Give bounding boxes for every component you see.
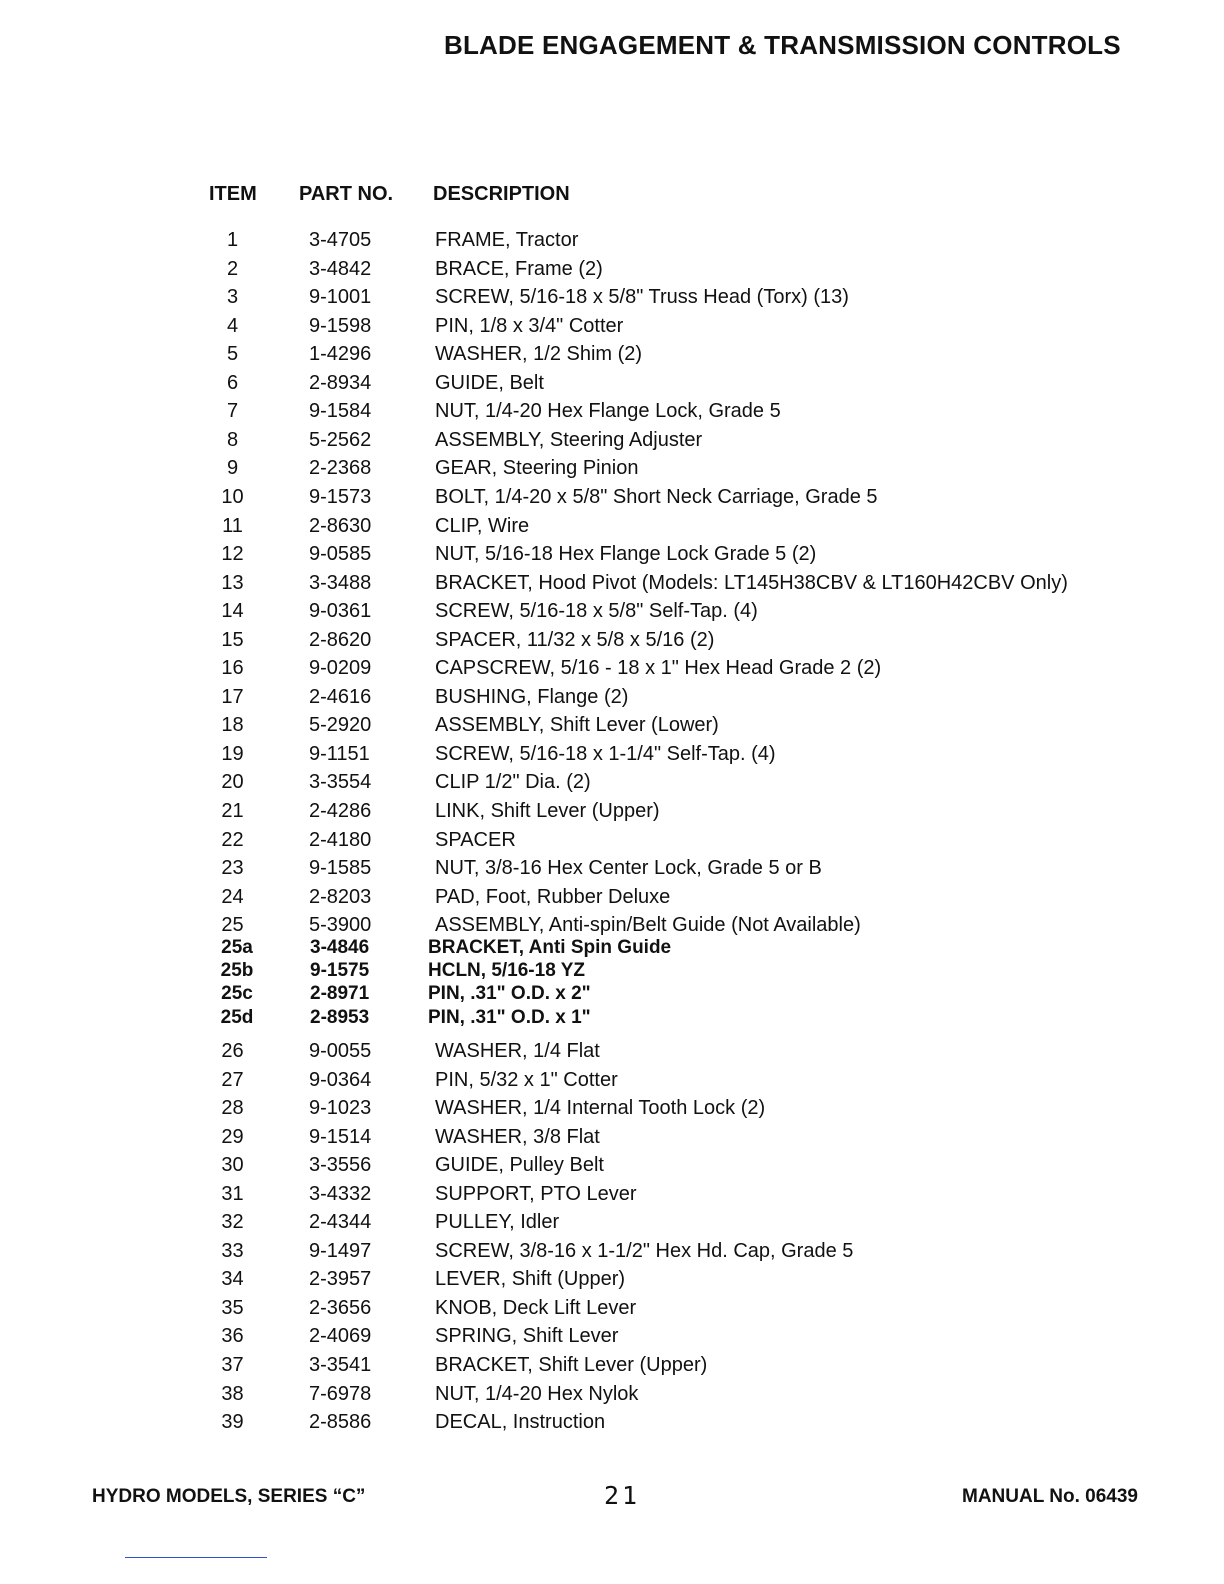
item-number: 24 (221, 885, 244, 908)
item-number: 30 (221, 1154, 244, 1177)
parts-row (0, 1208, 1224, 1236)
item-number: 20 (221, 771, 244, 794)
part-number: 9-0055 (309, 1039, 372, 1062)
column-header-part-no: PART NO. (299, 183, 394, 205)
parts-subrow (0, 982, 1224, 1005)
part-number: 2-4616 (309, 685, 372, 708)
item-number: 9 (226, 457, 239, 480)
parts-row (0, 1322, 1224, 1350)
part-number: 2-8971 (310, 983, 370, 1005)
part-number: 3-4846 (310, 936, 370, 958)
item-number: 14 (221, 600, 244, 623)
parts-row (0, 854, 1224, 882)
page-number: 21 (604, 1481, 641, 1510)
parts-row (0, 1351, 1224, 1379)
item-number: 19 (221, 742, 244, 765)
part-description: CLIP, Wire (435, 514, 530, 537)
part-description: NUT, 1/4-20 Hex Nylok (435, 1382, 639, 1405)
part-number: 2-4286 (309, 800, 372, 822)
part-number: 2-8630 (309, 514, 372, 537)
parts-row (0, 626, 1224, 654)
part-number: 2-3957 (309, 1268, 372, 1291)
part-description: ASSEMBLY, Anti-spin/Belt Guide (Not Available) (435, 914, 861, 937)
part-description: GUIDE, Pulley Belt (435, 1154, 604, 1177)
parts-subrow (0, 1006, 1224, 1029)
parts-row (0, 711, 1224, 739)
item-number: 23 (221, 857, 244, 880)
part-number: 9-0585 (309, 543, 372, 566)
part-description: SCREW, 5/16-18 x 1-1/4" Self-Tap. (4) (435, 742, 776, 765)
part-number: 9-1575 (310, 960, 370, 982)
part-number: 9-0361 (309, 600, 372, 623)
part-description: SCREW, 5/16-18 x 5/8" Self-Tap. (4) (435, 600, 758, 623)
part-description: BRACKET, Hood Pivot (Models: LT145H38CBV & LT160H42CBV Only) (435, 571, 1068, 594)
parts-row (0, 283, 1224, 311)
item-number: 7 (226, 400, 239, 423)
part-description: NUT, 1/4-20 Hex Flange Lock, Grade 5 (435, 400, 781, 423)
item-number: 22 (221, 828, 244, 851)
parts-row (0, 826, 1224, 854)
parts-row (0, 1037, 1224, 1065)
footer-model-series: HYDRO MODELS, SERIES “C” (92, 1486, 366, 1507)
part-number: 9-1598 (309, 314, 372, 337)
parts-row (0, 454, 1224, 482)
parts-row (0, 340, 1224, 368)
item-number: 38 (221, 1382, 244, 1405)
part-number: 3-3554 (309, 771, 372, 794)
part-description: PIN, .31" O.D. x 1" (428, 1006, 591, 1028)
part-number: 2-4180 (309, 828, 372, 851)
part-description: PIN, .31" O.D. x 2" (428, 983, 591, 1005)
item-number: 37 (221, 1354, 244, 1376)
part-description: FRAME, Tractor (435, 229, 579, 251)
parts-row (0, 768, 1224, 796)
parts-row (0, 683, 1224, 711)
part-description: LEVER, Shift (Upper) (435, 1268, 626, 1291)
parts-row (0, 512, 1224, 540)
part-number: 3-3541 (309, 1354, 372, 1376)
part-description: NUT, 5/16-18 Hex Flange Lock Grade 5 (2) (435, 543, 817, 566)
part-number: 2-4069 (309, 1325, 372, 1348)
parts-row (0, 426, 1224, 454)
parts-row (0, 226, 1224, 254)
part-number: 9-1497 (309, 1239, 372, 1262)
parts-row (0, 1265, 1224, 1293)
part-description: WASHER, 3/8 Flat (435, 1125, 600, 1148)
parts-row (0, 255, 1224, 283)
parts-row (0, 1123, 1224, 1151)
parts-subrow (0, 936, 1224, 959)
item-number: 26 (221, 1039, 244, 1062)
part-description: CAPSCREW, 5/16 - 18 x 1" Hex Head Grade 2 (2) (435, 657, 882, 680)
part-description: NUT, 3/8-16 Hex Center Lock, Grade 5 or B (435, 857, 822, 880)
bottom-rule (125, 1557, 267, 1558)
parts-row (0, 483, 1224, 511)
parts-row (0, 369, 1224, 397)
item-number: 2 (226, 257, 239, 280)
part-description: SCREW, 5/16-18 x 5/8" Truss Head (Torx) (13) (435, 286, 849, 309)
parts-row (0, 740, 1224, 768)
item-number: 11 (222, 514, 243, 537)
part-number: 9-1023 (309, 1097, 372, 1120)
part-description: LINK, Shift Lever (Upper) (435, 800, 660, 822)
item-number: 34 (221, 1268, 244, 1291)
parts-row (0, 597, 1224, 625)
part-number: 1-4296 (309, 343, 372, 366)
column-header-description: DESCRIPTION (433, 183, 570, 205)
item-number: 29 (221, 1125, 244, 1148)
item-number: 12 (221, 543, 244, 566)
part-number: 2-8953 (310, 1006, 370, 1028)
part-number: 2-8934 (309, 371, 372, 394)
item-number: 13 (221, 571, 244, 594)
part-description: SCREW, 3/8-16 x 1-1/2" Hex Hd. Cap, Grade 5 (435, 1239, 854, 1262)
item-number: 17 (221, 685, 244, 708)
item-number: 35 (221, 1296, 244, 1319)
item-number: 10 (221, 485, 244, 508)
part-number: 5-2562 (309, 428, 372, 451)
item-number: 4 (226, 314, 239, 337)
parts-row (0, 397, 1224, 425)
parts-row (0, 1151, 1224, 1179)
part-number: 3-4705 (309, 229, 372, 251)
part-number: 2-4344 (309, 1211, 372, 1234)
part-description: HCLN, 5/16-18 YZ (428, 960, 585, 982)
item-number: 5 (226, 343, 239, 366)
parts-row (0, 1380, 1224, 1408)
item-number: 8 (226, 428, 239, 451)
part-description: KNOB, Deck Lift Lever (435, 1296, 637, 1319)
parts-row (0, 883, 1224, 911)
part-number: 9-0209 (309, 657, 372, 680)
part-number: 2-2368 (309, 457, 372, 480)
part-number: 9-1514 (309, 1125, 372, 1148)
part-description: SPACER (435, 828, 516, 851)
part-description: WASHER, 1/4 Internal Tooth Lock (2) (435, 1097, 766, 1120)
part-description: GEAR, Steering Pinion (435, 457, 639, 480)
item-number: 32 (221, 1211, 244, 1234)
part-description: PAD, Foot, Rubber Deluxe (435, 885, 671, 908)
part-description: WASHER, 1/4 Flat (435, 1039, 600, 1062)
item-number: 28 (221, 1097, 244, 1120)
parts-row (0, 1180, 1224, 1208)
part-number: 2-3656 (309, 1296, 372, 1319)
item-number: 25 (221, 914, 244, 937)
item-number: 3 (226, 286, 239, 309)
parts-row (0, 540, 1224, 568)
parts-row (0, 312, 1224, 340)
item-number: 25d (220, 1006, 254, 1028)
part-number: 3-3556 (309, 1154, 372, 1177)
item-number: 31 (221, 1182, 244, 1205)
parts-row (0, 654, 1224, 682)
part-number: 2-8620 (309, 628, 372, 651)
part-number: 3-4332 (309, 1182, 372, 1205)
part-description: BRACKET, Shift Lever (Upper) (435, 1354, 708, 1376)
item-number: 16 (221, 657, 244, 680)
part-description: BOLT, 1/4-20 x 5/8" Short Neck Carriage, Grade 5 (435, 485, 878, 508)
part-description: SUPPORT, PTO Lever (435, 1182, 637, 1205)
part-description: BRACKET, Anti Spin Guide (428, 936, 672, 958)
part-description: GUIDE, Belt (435, 371, 544, 394)
parts-row (0, 569, 1224, 597)
part-description: DECAL, Instruction (435, 1411, 606, 1434)
item-number: 33 (221, 1239, 244, 1262)
part-number: 5-2920 (309, 714, 372, 737)
item-number: 25a (221, 936, 253, 958)
page-title: BLADE ENGAGEMENT & TRANSMISSION CONTROLS (444, 30, 1121, 60)
part-number: 9-1585 (309, 857, 372, 880)
part-number: 3-3488 (309, 571, 372, 594)
part-description: BUSHING, Flange (2) (435, 685, 629, 708)
item-number: 15 (221, 628, 244, 651)
part-number: 9-0364 (309, 1068, 372, 1091)
part-description: PIN, 1/8 x 3/4" Cotter (435, 314, 624, 337)
parts-row (0, 1294, 1224, 1322)
part-description: PULLEY, Idler (435, 1211, 560, 1234)
parts-row (0, 1408, 1224, 1436)
part-number: 9-1001 (309, 286, 372, 309)
item-number: 18 (221, 714, 244, 737)
part-description: PIN, 5/32 x 1" Cotter (435, 1068, 618, 1091)
part-number: 2-8203 (309, 885, 372, 908)
parts-subrow (0, 959, 1224, 982)
part-description: SPACER, 11/32 x 5/8 x 5/16 (2) (435, 628, 715, 651)
part-number: 7-6978 (309, 1382, 372, 1405)
part-number: 3-4842 (309, 257, 372, 280)
part-number: 9-1151 (309, 742, 370, 765)
parts-row (0, 1066, 1224, 1094)
item-number: 36 (221, 1325, 244, 1348)
item-number: 6 (226, 371, 239, 394)
item-number: 39 (221, 1411, 244, 1434)
parts-row (0, 797, 1224, 825)
part-number: 9-1584 (309, 400, 372, 423)
part-description: ASSEMBLY, Steering Adjuster (435, 428, 703, 451)
item-number: 25c (221, 983, 253, 1005)
part-number: 2-8586 (309, 1411, 372, 1434)
parts-row (0, 1094, 1224, 1122)
part-description: CLIP 1/2" Dia. (2) (435, 771, 591, 794)
part-description: BRACE, Frame (2) (435, 257, 603, 280)
column-header-item: ITEM (209, 183, 257, 205)
item-number: 27 (221, 1068, 244, 1091)
item-number: 21 (221, 800, 244, 822)
item-number: 1 (226, 229, 239, 251)
item-number: 25b (220, 960, 254, 982)
part-number: 9-1573 (309, 485, 372, 508)
part-number: 5-3900 (309, 914, 372, 937)
part-description: ASSEMBLY, Shift Lever (Lower) (435, 714, 719, 737)
parts-row (0, 1237, 1224, 1265)
footer-manual-number: MANUAL No. 06439 (962, 1486, 1138, 1507)
part-description: WASHER, 1/2 Shim (2) (435, 343, 643, 366)
part-description: SPRING, Shift Lever (435, 1325, 619, 1348)
